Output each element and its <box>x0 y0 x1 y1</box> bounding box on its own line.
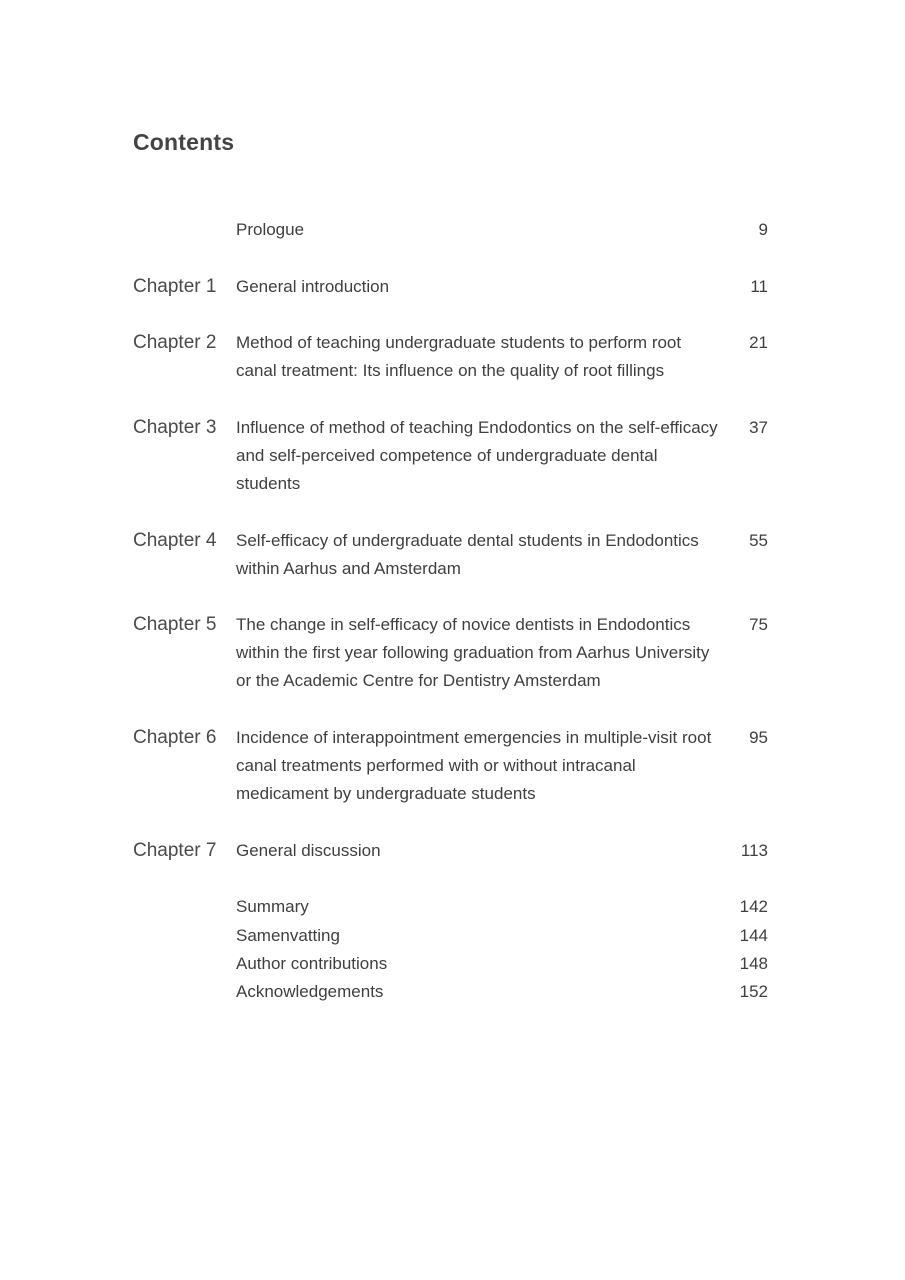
chapter-label: Chapter 6 <box>133 727 217 748</box>
toc-page-number: 21 <box>749 333 768 352</box>
toc-entry-chapter-7[interactable] <box>133 837 768 865</box>
toc-page-number: 113 <box>740 841 768 860</box>
toc-entry-title: The change in self-efficacy of novice dentists in Endodontics within the first year following graduation from Aarhus University or the Academic Centre for Dentistry Amsterdam <box>236 615 710 690</box>
chapter-label: Chapter 2 <box>133 332 217 353</box>
toc-entry-title: Acknowledgements <box>236 982 384 1001</box>
toc-page-number: 142 <box>739 897 768 916</box>
toc-entry-title: Method of teaching undergraduate students to perform root canal treatment: Its influence on the quality of root fillings <box>236 333 682 380</box>
toc-page-number: 11 <box>750 277 768 296</box>
toc-entry-title: Samenvatting <box>236 926 340 945</box>
chapter-label: Chapter 5 <box>133 614 217 635</box>
toc-entry-chapter-1[interactable] <box>133 273 768 301</box>
toc-entry-chapter-6[interactable] <box>133 724 768 808</box>
toc-page-number: 75 <box>749 615 768 634</box>
chapter-label: Chapter 1 <box>133 276 217 297</box>
toc-entry-acknowledgements[interactable] <box>133 978 768 1006</box>
toc-entry-title: Summary <box>236 897 309 916</box>
toc-page-number: 148 <box>739 954 768 973</box>
toc-entry-prologue[interactable] <box>133 216 768 244</box>
toc-entry-chapter-2[interactable] <box>133 329 768 385</box>
toc-page-number: 95 <box>749 728 768 747</box>
toc-entry-chapter-3[interactable] <box>133 414 768 498</box>
toc-entry-title: Self-efficacy of undergraduate dental students in Endodontics within Aarhus and Amsterdam <box>236 531 699 578</box>
toc-entry-title: Prologue <box>236 220 305 239</box>
toc-entry-title: General discussion <box>236 841 381 860</box>
toc-entry-chapter-4[interactable] <box>133 527 768 583</box>
toc-entry-title: Author contributions <box>236 954 388 973</box>
toc-entry-title: Incidence of interappointment emergencies in multiple-visit root canal treatments performed with or without intracanal medicament by undergraduate students <box>236 728 712 803</box>
chapter-label: Chapter 3 <box>133 417 217 438</box>
toc-page-number: 144 <box>739 926 768 945</box>
chapter-label: Chapter 4 <box>133 530 217 551</box>
toc-page-number: 55 <box>749 531 768 550</box>
toc-page-number: 152 <box>739 982 768 1001</box>
toc-entry-samenvatting[interactable] <box>133 922 768 950</box>
toc-entry-title: Influence of method of teaching Endodontics on the self-efficacy and self-perceived competence of undergraduate dental students <box>236 418 718 493</box>
toc-entry-chapter-5[interactable] <box>133 611 768 695</box>
toc-page-number: 9 <box>758 220 768 239</box>
toc-entry-summary[interactable] <box>133 893 768 921</box>
toc-entry-author-contributions[interactable] <box>133 950 768 978</box>
toc-entry-title: General introduction <box>236 277 390 296</box>
page-title: Contents <box>133 129 235 155</box>
chapter-label: Chapter 7 <box>133 840 217 861</box>
toc-page-number: 37 <box>749 418 768 437</box>
